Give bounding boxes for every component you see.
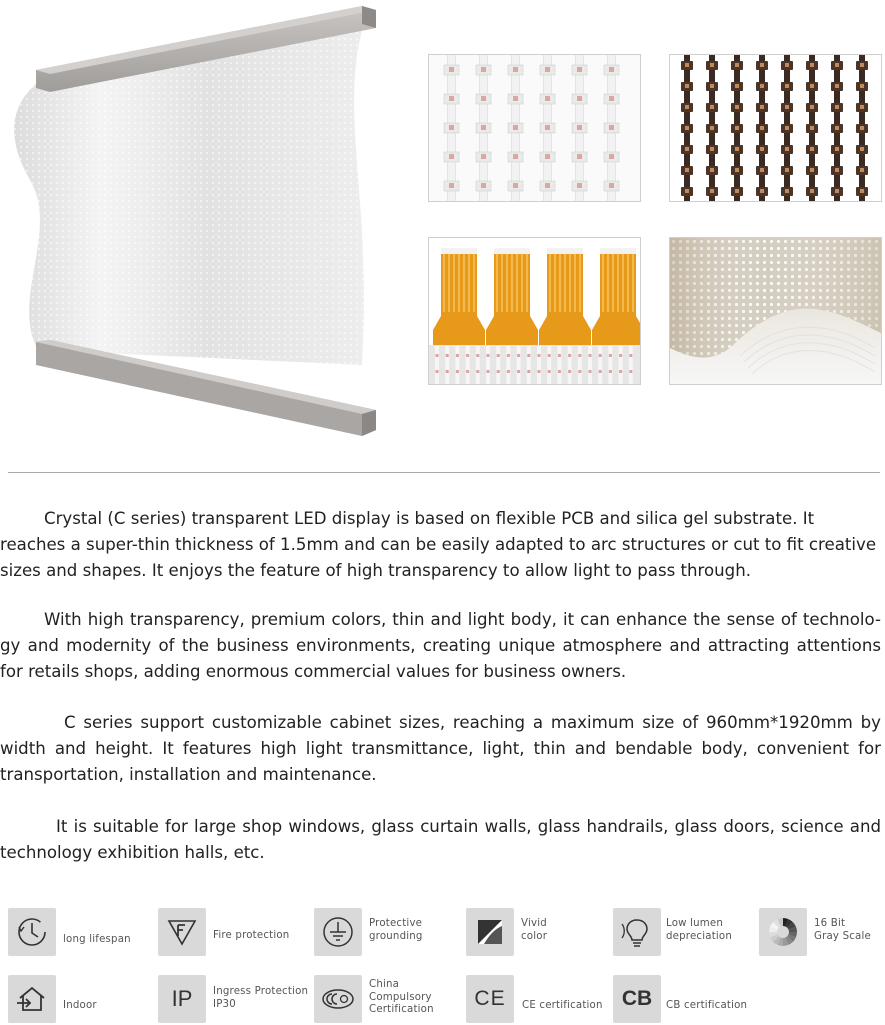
- gray-scale-icon: [759, 908, 807, 956]
- indoor-icon: [8, 975, 56, 1023]
- feature-label: Ingress Protection IP30: [213, 986, 309, 1010]
- bent-panel-closeup-image: [669, 237, 882, 385]
- dark-pcb-strip-image: [669, 54, 882, 202]
- clock-icon: [8, 908, 56, 956]
- ground-icon: [314, 908, 362, 956]
- feature-label: Protective grounding: [369, 918, 423, 942]
- ip-icon: IP: [158, 975, 206, 1023]
- feature-label: CB certification: [666, 1000, 748, 1011]
- feature-label: China Compulsory Certification: [369, 979, 434, 1015]
- feature-label: CE certification: [522, 1000, 603, 1011]
- feature-label: Fire protection: [213, 930, 290, 941]
- feature-long-lifespan: [8, 908, 153, 958]
- feature-low-lumen-depreciation: [613, 908, 758, 958]
- feature-label: long lifespan: [63, 934, 131, 945]
- ce-icon: CE: [466, 975, 514, 1023]
- feature-ce-certification: [466, 975, 611, 1025]
- color-icon: [466, 908, 514, 956]
- feature-cb-certification: [613, 975, 758, 1025]
- feature-gray-scale: [759, 908, 879, 958]
- cb-icon: CB: [613, 975, 661, 1023]
- description-paragraph-4: It is suitable for large shop windows, glass curtain walls, glass handrails, glass doors, science and technology exhibition halls, etc.: [0, 817, 881, 862]
- feature-vivid-color: [466, 908, 606, 958]
- description-paragraph-1: Crystal (C series) transparent LED display is based on flexible PCB and silica gel substrate. It reaches a super-thin thickness of 1.5mm and can be easily adapted to arc structures or cut to fit creative sizes and shapes. It enjoys the feature of high transparency to allow light to pass through.: [0, 509, 877, 580]
- section-divider: [8, 472, 880, 473]
- feature-china-compulsory-certification: [314, 975, 459, 1025]
- feature-label: 16 Bit Gray Scale: [814, 918, 872, 942]
- ccc-icon: [314, 975, 362, 1023]
- feature-indoor: [8, 975, 153, 1025]
- feature-fire-protection: [158, 908, 303, 958]
- feature-protective-grounding: [314, 908, 459, 958]
- white-pcb-strip-image: [428, 54, 641, 202]
- feature-label: Vivid color: [521, 918, 548, 942]
- feature-label: Indoor: [63, 1000, 97, 1011]
- feature-label: Low lumen depreciation: [666, 918, 733, 942]
- description-paragraph-2: With high transparency, premium colors, thin and light body, it can enhance the sense of technolo-gy and modernity of the business environments, creating unique atmosphere and attracting attentions for retails shops, adding enormous commercial values for business owners.: [0, 610, 881, 681]
- description-paragraph-3: C series support customizable cabinet sizes, reaching a maximum size of 960mm*1920mm by width and height. It features high light transmittance, light, thin and bendable body, convenient for transportation, installation and maintenance.: [0, 713, 881, 784]
- feature-ingress-protection: [158, 975, 313, 1025]
- product-panel-image: [0, 0, 385, 445]
- fire-icon: [158, 908, 206, 956]
- flex-connector-image: [428, 237, 641, 385]
- bulb-icon: [613, 908, 661, 956]
